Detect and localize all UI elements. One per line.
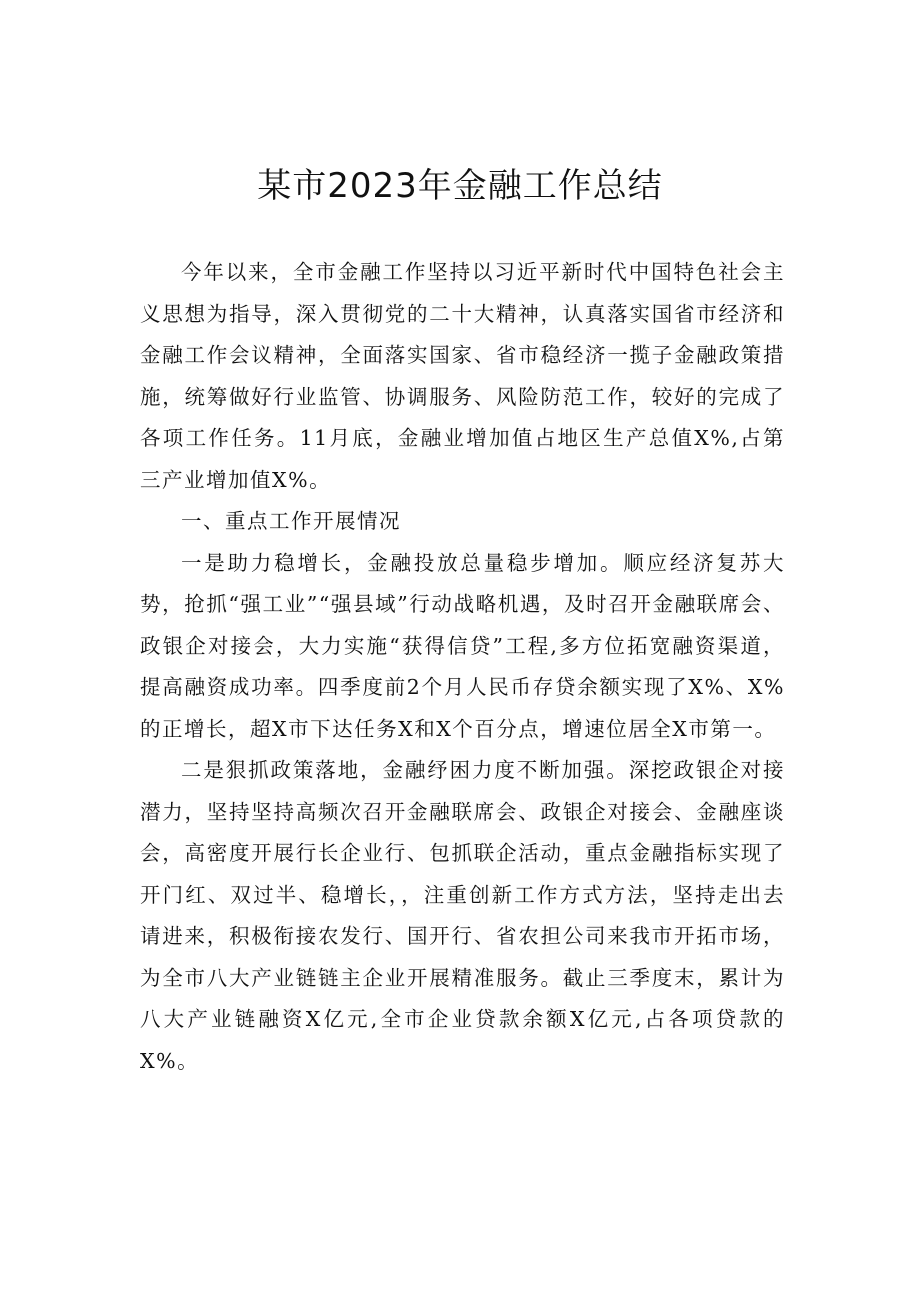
body-paragraph: 一是助力稳增长，金融投放总量稳步增加。顺应经济复苏大势，抢抓“强工业”“强县域”行动战略机遇，及时召开金融联席会、政银企对接会，大力实施“获得信贷”工程,多方位拓宽融资渠道，提高融资成功率。四季度前2个月人民币存贷余额实现了X%、X%的正增长，超X市下达任务X和X个百分点，增速位居全X市第一。 (140, 550, 785, 741)
section-heading: 一、重点工作开展情况 (181, 509, 401, 533)
document-title: 某市2023年金融工作总结 (257, 166, 663, 206)
body-paragraph: 二是狠抓政策落地，金融纾困力度不断加强。深挖政银企对接潜力，坚持坚持高频次召开金融联席会、政银企对接会、金融座谈会，高密度开展行长企业行、包抓联企活动，重点金融指标实现了开门红、双过半、稳增长，，注重创新工作方式方法，坚持走出去请进来，积极衔接农发行、国开行、省农担公司来我市开拓市场，为全市八大产业链链主企业开展精准服务。截止三季度末，累计为八大产业链融资X亿元,全市企业贷款余额X亿元,占各项贷款的X%。 (140, 758, 785, 1073)
document-body (140, 252, 785, 1082)
intro-paragraph: 今年以来，全市金融工作坚持以习近平新时代中国特色社会主义思想为指导，深入贯彻党的二十大精神，认真落实国省市经济和金融工作会议精神，全面落实国家、省市稳经济一揽子金融政策措施，统筹做好行业监管、协调服务、风险防范工作，较好的完成了各项工作任务。11月底，金融业增加值占地区生产总值X%,占第三产业增加值X%。 (140, 260, 785, 492)
